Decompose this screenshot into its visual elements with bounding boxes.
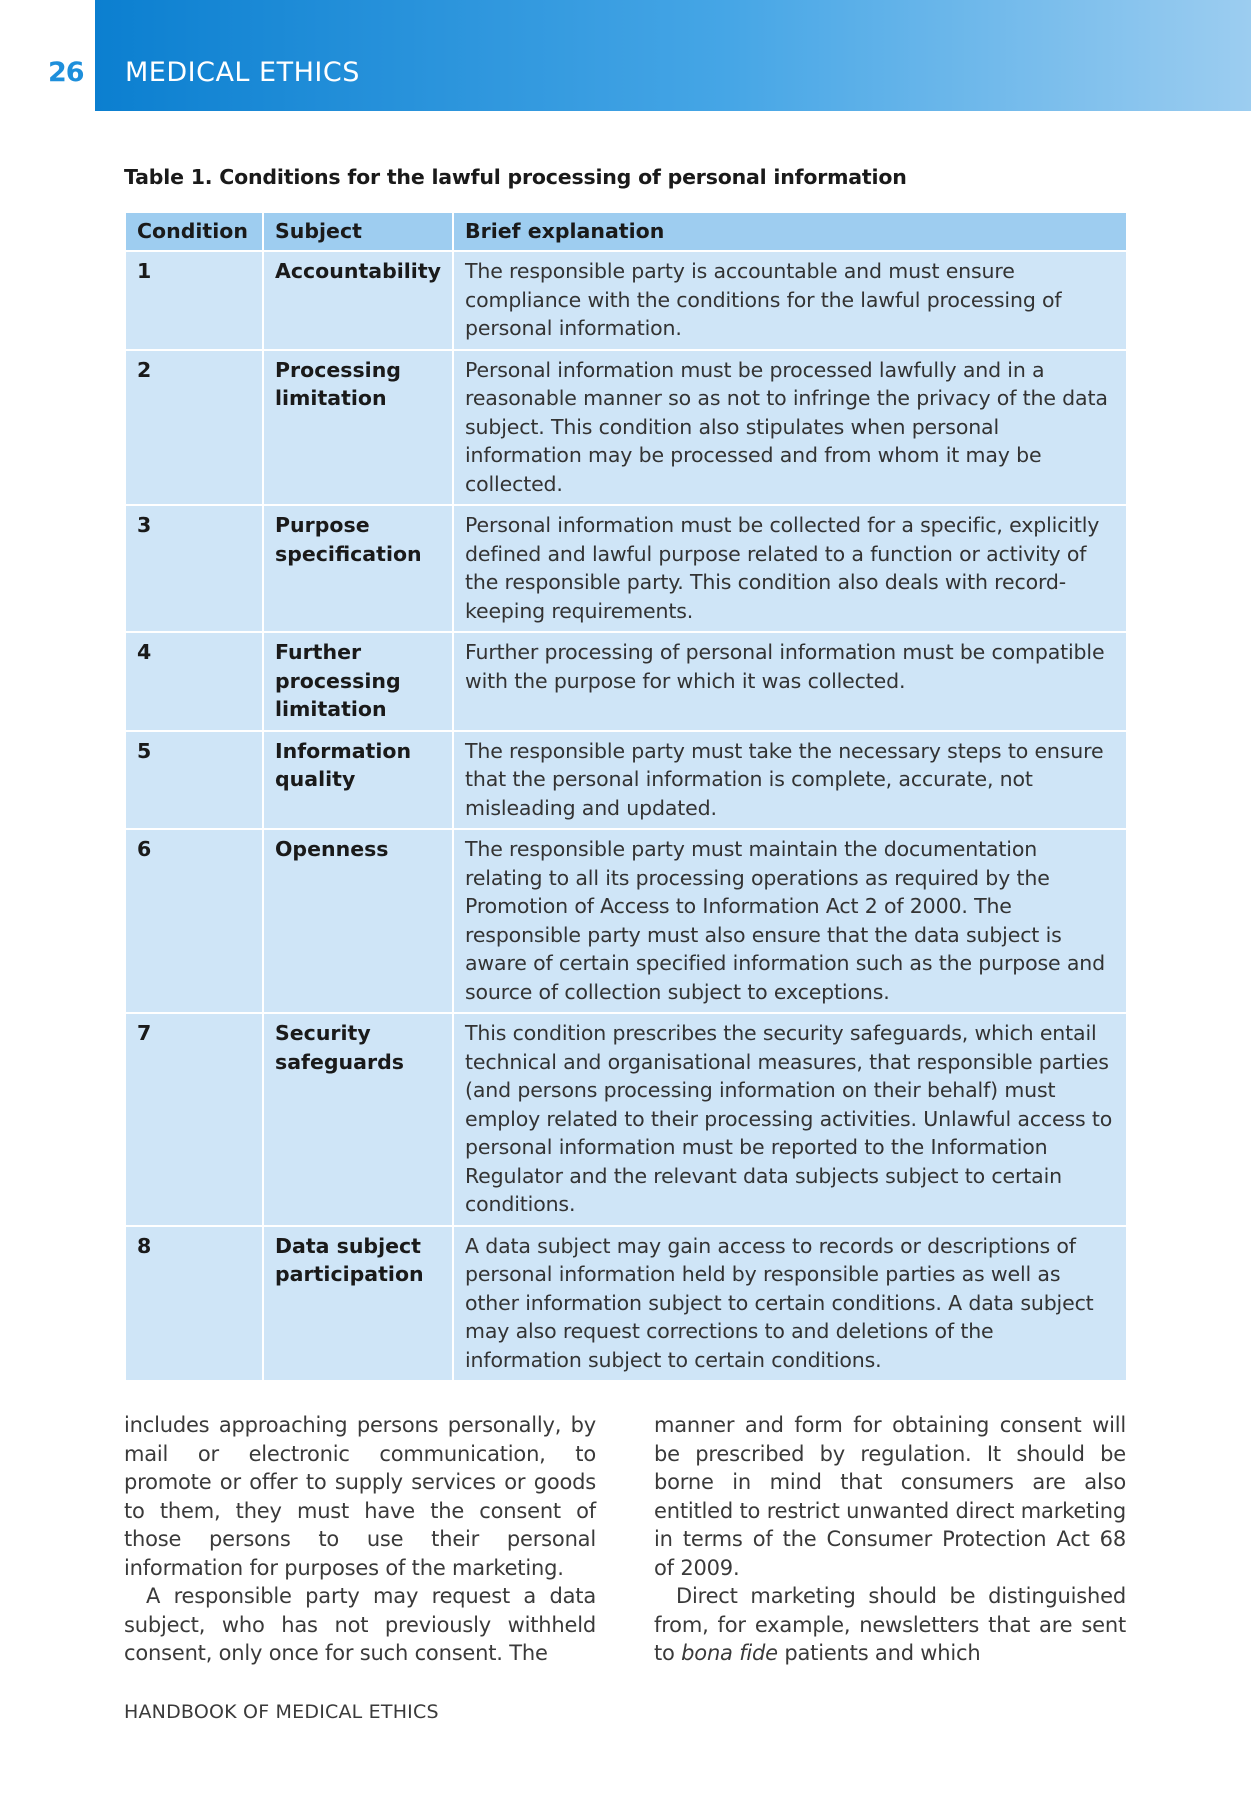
condition-number: 2 [125, 350, 263, 506]
condition-subject: Purpose specification [263, 505, 453, 632]
condition-number: 1 [125, 251, 263, 350]
table-row [125, 505, 1127, 632]
table-row [125, 829, 1127, 1013]
table-row [125, 1226, 1127, 1382]
condition-number: 4 [125, 632, 263, 731]
condition-subject: Information quality [263, 731, 453, 830]
running-title: MEDICAL ETHICS [125, 57, 360, 88]
condition-explanation: This condition prescribes the security safeguards, which entail technical and organisational measures, that responsible parties (and persons processing information on their behalf) must employ related to their processing activities. Unlawful access to personal information must be reported to the Information Regulator and the relevant data subjects subject to certain conditions. [453, 1013, 1127, 1226]
condition-explanation: Personal information must be collected for a specific, explicitly defined and lawful purpose related to a function or activity of the responsible party. This condition also deals with record-keeping requirements. [453, 505, 1127, 632]
body-paragraph: manner and form for obtaining consent will be prescribed by regulation. It should be borne in mind that consumers are also entitled to restrict unwanted direct marketing in terms of the Consumer Protection Act 68 of 2009. [654, 1413, 1126, 1580]
condition-subject: Security safeguards [263, 1013, 453, 1226]
condition-subject: Processing limitation [263, 350, 453, 506]
condition-explanation: A data subject may gain access to records or descriptions of personal information held by responsible parties as well as other information subject to certain conditions. A data subject may also request corrections to and deletions of the information subject to certain conditions. [453, 1226, 1127, 1382]
condition-subject: Data subject participation [263, 1226, 453, 1382]
condition-subject: Openness [263, 829, 453, 1013]
table-row [125, 632, 1127, 731]
condition-number: 6 [125, 829, 263, 1013]
condition-explanation: The responsible party must take the necessary steps to ensure that the personal information is complete, accurate, not misleading and updated. [453, 731, 1127, 830]
body-column-left [124, 1411, 596, 1668]
condition-number: 3 [125, 505, 263, 632]
condition-subject: Further processing limitation [263, 632, 453, 731]
table-caption: Table 1. Conditions for the lawful processing of personal information [124, 165, 907, 189]
condition-subject: Accountability [263, 251, 453, 350]
conditions-table [124, 211, 1128, 1382]
condition-number: 5 [125, 731, 263, 830]
body-paragraph: includes approaching persons personally, by mail or electronic communication, to promote or offer to supply services or goods to them, they must have the consent of those persons to use their personal information for purposes of the marketing. [124, 1413, 596, 1580]
header-band [95, 0, 1251, 111]
condition-number: 8 [125, 1226, 263, 1382]
italic-term: bona fide [681, 1641, 778, 1665]
condition-explanation: The responsible party must maintain the documentation relating to all its processing operations as required by the Promotion of Access to Information Act 2 of 2000. The responsible party must also ensure that the data subject is aware of certain specified information such as the purpose and source of collection subject to exceptions. [453, 829, 1127, 1013]
column-header-condition: Condition [125, 212, 263, 251]
running-footer: HANDBOOK OF MEDICAL ETHICS [124, 1701, 439, 1723]
page-number: 26 [48, 57, 84, 88]
table-row [125, 1013, 1127, 1226]
condition-number: 7 [125, 1013, 263, 1226]
body-paragraph: A responsible party may request a data subject, who has not previously withheld consent, only once for such consent. The [124, 1584, 596, 1665]
condition-explanation: Further processing of personal information must be compatible with the purpose for which it was collected. [453, 632, 1127, 731]
table-row [125, 251, 1127, 350]
body-paragraph [654, 1582, 1126, 1668]
condition-explanation: Personal information must be processed lawfully and in a reasonable manner so as not to infringe the privacy of the data subject. This condition also stipulates when personal information may be processed and from whom it may be collected. [453, 350, 1127, 506]
column-header-subject: Subject [263, 212, 453, 251]
column-header-explanation: Brief explanation [453, 212, 1127, 251]
body-text: Direct marketing should be distinguished from, for example, newsletters that are sent to [654, 1584, 1126, 1665]
body-text: patients and which [777, 1641, 981, 1665]
table-row [125, 350, 1127, 506]
condition-explanation: The responsible party is accountable and must ensure compliance with the conditions for the lawful processing of personal information. [453, 251, 1127, 350]
table-row [125, 731, 1127, 830]
body-column-right [654, 1411, 1126, 1668]
table-header-row [125, 212, 1127, 251]
